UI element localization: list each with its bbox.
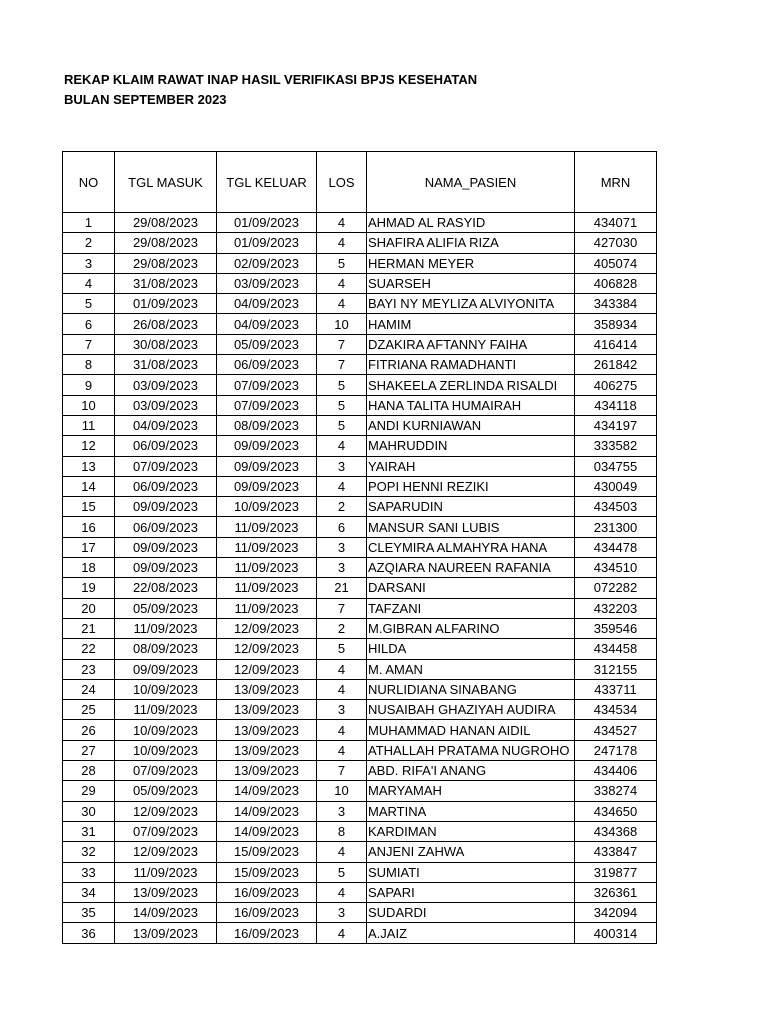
cell-los: 5 (317, 395, 367, 415)
cell-los: 3 (317, 903, 367, 923)
cell-no: 16 (63, 517, 115, 537)
cell-tgl-masuk: 06/09/2023 (115, 476, 217, 496)
cell-los: 7 (317, 598, 367, 618)
cell-no: 28 (63, 761, 115, 781)
cell-los: 5 (317, 862, 367, 882)
table-row (63, 213, 657, 233)
header-los: LOS (317, 152, 367, 213)
table-row (63, 517, 657, 537)
table-row (63, 375, 657, 395)
cell-nama-pasien: MUHAMMAD HANAN AIDIL (367, 720, 575, 740)
cell-mrn: 416414 (575, 334, 657, 354)
table-row (63, 740, 657, 760)
cell-no: 10 (63, 395, 115, 415)
cell-mrn: 261842 (575, 355, 657, 375)
document-title (64, 70, 477, 110)
cell-los: 4 (317, 679, 367, 699)
cell-tgl-masuk: 10/09/2023 (115, 740, 217, 760)
cell-no: 21 (63, 618, 115, 638)
cell-mrn: 326361 (575, 882, 657, 902)
cell-nama-pasien: DZAKIRA AFTANNY FAIHA (367, 334, 575, 354)
cell-tgl-masuk: 10/09/2023 (115, 720, 217, 740)
table-row (63, 882, 657, 902)
cell-mrn: 434406 (575, 761, 657, 781)
cell-los: 5 (317, 375, 367, 395)
cell-no: 9 (63, 375, 115, 395)
cell-los: 4 (317, 294, 367, 314)
table-header-row (63, 152, 657, 213)
table-row (63, 558, 657, 578)
cell-tgl-keluar: 11/09/2023 (217, 598, 317, 618)
cell-nama-pasien: YAIRAH (367, 456, 575, 476)
cell-nama-pasien: TAFZANI (367, 598, 575, 618)
cell-nama-pasien: A.JAIZ (367, 923, 575, 943)
cell-los: 3 (317, 700, 367, 720)
cell-no: 34 (63, 882, 115, 902)
cell-los: 10 (317, 314, 367, 334)
cell-mrn: 432203 (575, 598, 657, 618)
cell-mrn: 406275 (575, 375, 657, 395)
cell-tgl-masuk: 26/08/2023 (115, 314, 217, 334)
cell-mrn: 434478 (575, 537, 657, 557)
cell-no: 31 (63, 821, 115, 841)
cell-tgl-masuk: 07/09/2023 (115, 821, 217, 841)
cell-tgl-keluar: 04/09/2023 (217, 314, 317, 334)
cell-no: 32 (63, 842, 115, 862)
cell-los: 7 (317, 334, 367, 354)
cell-tgl-masuk: 06/09/2023 (115, 517, 217, 537)
cell-los: 21 (317, 578, 367, 598)
cell-los: 4 (317, 659, 367, 679)
cell-mrn: 434510 (575, 558, 657, 578)
header-mrn: MRN (575, 152, 657, 213)
cell-tgl-masuk: 13/09/2023 (115, 923, 217, 943)
cell-los: 4 (317, 740, 367, 760)
table-row (63, 923, 657, 943)
table-row (63, 639, 657, 659)
cell-mrn: 434458 (575, 639, 657, 659)
cell-tgl-masuk: 06/09/2023 (115, 436, 217, 456)
cell-no: 26 (63, 720, 115, 740)
cell-nama-pasien: SAPARI (367, 882, 575, 902)
table-row (63, 862, 657, 882)
table-row (63, 801, 657, 821)
cell-nama-pasien: AHMAD AL RASYID (367, 213, 575, 233)
cell-tgl-masuk: 07/09/2023 (115, 456, 217, 476)
cell-mrn: 434197 (575, 415, 657, 435)
cell-tgl-keluar: 11/09/2023 (217, 537, 317, 557)
cell-nama-pasien: HAMIM (367, 314, 575, 334)
cell-no: 18 (63, 558, 115, 578)
cell-nama-pasien: DARSANI (367, 578, 575, 598)
title-line-2: BULAN SEPTEMBER 2023 (64, 92, 227, 107)
cell-mrn: 434071 (575, 213, 657, 233)
cell-nama-pasien: MANSUR SANI LUBIS (367, 517, 575, 537)
cell-tgl-keluar: 07/09/2023 (217, 395, 317, 415)
cell-los: 5 (317, 415, 367, 435)
cell-mrn: 343384 (575, 294, 657, 314)
header-nama-pasien: NAMA_PASIEN (367, 152, 575, 213)
table-row (63, 334, 657, 354)
table-row (63, 497, 657, 517)
cell-no: 8 (63, 355, 115, 375)
cell-no: 17 (63, 537, 115, 557)
table-row (63, 781, 657, 801)
cell-los: 2 (317, 497, 367, 517)
cell-mrn: 405074 (575, 253, 657, 273)
cell-los: 3 (317, 558, 367, 578)
cell-no: 4 (63, 273, 115, 293)
cell-los: 7 (317, 761, 367, 781)
cell-tgl-keluar: 14/09/2023 (217, 801, 317, 821)
table-row (63, 598, 657, 618)
cell-mrn: 333582 (575, 436, 657, 456)
cell-nama-pasien: HERMAN MEYER (367, 253, 575, 273)
table-row (63, 395, 657, 415)
cell-los: 4 (317, 213, 367, 233)
cell-no: 5 (63, 294, 115, 314)
cell-mrn: 312155 (575, 659, 657, 679)
cell-mrn: 434534 (575, 700, 657, 720)
cell-tgl-keluar: 16/09/2023 (217, 923, 317, 943)
cell-tgl-masuk: 30/08/2023 (115, 334, 217, 354)
cell-tgl-keluar: 09/09/2023 (217, 476, 317, 496)
cell-tgl-masuk: 12/09/2023 (115, 801, 217, 821)
cell-nama-pasien: NURLIDIANA SINABANG (367, 679, 575, 699)
cell-no: 24 (63, 679, 115, 699)
cell-tgl-keluar: 15/09/2023 (217, 842, 317, 862)
header-tgl-masuk: TGL MASUK (115, 152, 217, 213)
cell-tgl-masuk: 08/09/2023 (115, 639, 217, 659)
cell-nama-pasien: KARDIMAN (367, 821, 575, 841)
table-row (63, 294, 657, 314)
table-row (63, 821, 657, 841)
table-row (63, 476, 657, 496)
table-row (63, 415, 657, 435)
cell-nama-pasien: MARTINA (367, 801, 575, 821)
cell-nama-pasien: HANA TALITA HUMAIRAH (367, 395, 575, 415)
cell-mrn: 434503 (575, 497, 657, 517)
table-row (63, 700, 657, 720)
cell-nama-pasien: FITRIANA RAMADHANTI (367, 355, 575, 375)
cell-nama-pasien: HILDA (367, 639, 575, 659)
cell-no: 30 (63, 801, 115, 821)
cell-tgl-keluar: 15/09/2023 (217, 862, 317, 882)
table-row (63, 233, 657, 253)
table-row (63, 679, 657, 699)
cell-mrn: 400314 (575, 923, 657, 943)
cell-tgl-keluar: 13/09/2023 (217, 700, 317, 720)
cell-no: 20 (63, 598, 115, 618)
cell-nama-pasien: SHAFIRA ALIFIA RIZA (367, 233, 575, 253)
cell-no: 7 (63, 334, 115, 354)
cell-los: 4 (317, 720, 367, 740)
cell-nama-pasien: NUSAIBAH GHAZIYAH AUDIRA (367, 700, 575, 720)
cell-nama-pasien: ANDI KURNIAWAN (367, 415, 575, 435)
cell-no: 11 (63, 415, 115, 435)
cell-no: 12 (63, 436, 115, 456)
cell-tgl-keluar: 11/09/2023 (217, 558, 317, 578)
cell-los: 8 (317, 821, 367, 841)
cell-tgl-masuk: 11/09/2023 (115, 618, 217, 638)
cell-mrn: 430049 (575, 476, 657, 496)
cell-nama-pasien: M. AMAN (367, 659, 575, 679)
cell-los: 5 (317, 253, 367, 273)
cell-no: 1 (63, 213, 115, 233)
cell-tgl-keluar: 14/09/2023 (217, 781, 317, 801)
cell-tgl-masuk: 29/08/2023 (115, 253, 217, 273)
table-row (63, 436, 657, 456)
cell-nama-pasien: BAYI NY MEYLIZA ALVIYONITA (367, 294, 575, 314)
cell-nama-pasien: MAHRUDDIN (367, 436, 575, 456)
cell-los: 7 (317, 355, 367, 375)
cell-tgl-keluar: 07/09/2023 (217, 375, 317, 395)
title-line-1: REKAP KLAIM RAWAT INAP HASIL VERIFIKASI BPJS KESEHATAN (64, 72, 478, 87)
cell-nama-pasien: ATHALLAH PRATAMA NUGROHO (367, 740, 575, 760)
cell-tgl-keluar: 01/09/2023 (217, 213, 317, 233)
table-row (63, 456, 657, 476)
table-row (63, 253, 657, 273)
table-row (63, 578, 657, 598)
cell-mrn: 231300 (575, 517, 657, 537)
cell-tgl-keluar: 12/09/2023 (217, 618, 317, 638)
cell-tgl-masuk: 29/08/2023 (115, 213, 217, 233)
cell-mrn: 034755 (575, 456, 657, 476)
cell-tgl-masuk: 11/09/2023 (115, 862, 217, 882)
cell-los: 4 (317, 273, 367, 293)
cell-los: 4 (317, 842, 367, 862)
cell-mrn: 434368 (575, 821, 657, 841)
cell-los: 3 (317, 801, 367, 821)
cell-los: 3 (317, 537, 367, 557)
cell-tgl-keluar: 06/09/2023 (217, 355, 317, 375)
cell-tgl-keluar: 04/09/2023 (217, 294, 317, 314)
claims-table (62, 151, 657, 944)
cell-los: 4 (317, 436, 367, 456)
cell-no: 35 (63, 903, 115, 923)
cell-no: 22 (63, 639, 115, 659)
table-row (63, 537, 657, 557)
cell-mrn: 427030 (575, 233, 657, 253)
cell-los: 5 (317, 639, 367, 659)
cell-los: 6 (317, 517, 367, 537)
cell-no: 33 (63, 862, 115, 882)
cell-tgl-masuk: 04/09/2023 (115, 415, 217, 435)
cell-tgl-masuk: 03/09/2023 (115, 395, 217, 415)
cell-tgl-masuk: 12/09/2023 (115, 842, 217, 862)
table-row (63, 314, 657, 334)
table-row (63, 273, 657, 293)
cell-tgl-keluar: 11/09/2023 (217, 517, 317, 537)
cell-tgl-keluar: 16/09/2023 (217, 882, 317, 902)
cell-nama-pasien: SAPARUDIN (367, 497, 575, 517)
cell-tgl-masuk: 09/09/2023 (115, 558, 217, 578)
cell-tgl-masuk: 22/08/2023 (115, 578, 217, 598)
cell-los: 2 (317, 618, 367, 638)
cell-nama-pasien: MARYAMAH (367, 781, 575, 801)
cell-tgl-masuk: 31/08/2023 (115, 355, 217, 375)
cell-no: 6 (63, 314, 115, 334)
cell-no: 15 (63, 497, 115, 517)
cell-tgl-keluar: 02/09/2023 (217, 253, 317, 273)
cell-tgl-keluar: 10/09/2023 (217, 497, 317, 517)
cell-mrn: 359546 (575, 618, 657, 638)
cell-nama-pasien: CLEYMIRA ALMAHYRA HANA (367, 537, 575, 557)
cell-tgl-keluar: 09/09/2023 (217, 436, 317, 456)
cell-mrn: 434527 (575, 720, 657, 740)
table-row (63, 355, 657, 375)
cell-nama-pasien: SUDARDI (367, 903, 575, 923)
cell-tgl-masuk: 01/09/2023 (115, 294, 217, 314)
cell-mrn: 434650 (575, 801, 657, 821)
cell-no: 19 (63, 578, 115, 598)
cell-mrn: 338274 (575, 781, 657, 801)
cell-tgl-masuk: 13/09/2023 (115, 882, 217, 902)
cell-tgl-masuk: 10/09/2023 (115, 679, 217, 699)
cell-nama-pasien: ANJENI ZAHWA (367, 842, 575, 862)
cell-mrn: 342094 (575, 903, 657, 923)
cell-mrn: 433711 (575, 679, 657, 699)
table-row (63, 761, 657, 781)
cell-tgl-keluar: 13/09/2023 (217, 720, 317, 740)
cell-nama-pasien: SUARSEH (367, 273, 575, 293)
cell-no: 29 (63, 781, 115, 801)
cell-tgl-masuk: 31/08/2023 (115, 273, 217, 293)
cell-no: 3 (63, 253, 115, 273)
cell-nama-pasien: M.GIBRAN ALFARINO (367, 618, 575, 638)
cell-tgl-keluar: 11/09/2023 (217, 578, 317, 598)
cell-nama-pasien: SHAKEELA ZERLINDA RISALDI (367, 375, 575, 395)
cell-mrn: 433847 (575, 842, 657, 862)
cell-tgl-keluar: 12/09/2023 (217, 639, 317, 659)
cell-mrn: 319877 (575, 862, 657, 882)
cell-mrn: 247178 (575, 740, 657, 760)
cell-tgl-keluar: 13/09/2023 (217, 679, 317, 699)
cell-tgl-masuk: 09/09/2023 (115, 659, 217, 679)
cell-mrn: 358934 (575, 314, 657, 334)
cell-tgl-keluar: 16/09/2023 (217, 903, 317, 923)
cell-tgl-masuk: 29/08/2023 (115, 233, 217, 253)
cell-tgl-masuk: 05/09/2023 (115, 781, 217, 801)
cell-nama-pasien: ABD. RIFA'I ANANG (367, 761, 575, 781)
cell-los: 4 (317, 882, 367, 902)
cell-nama-pasien: SUMIATI (367, 862, 575, 882)
cell-los: 4 (317, 233, 367, 253)
cell-los: 10 (317, 781, 367, 801)
cell-tgl-keluar: 09/09/2023 (217, 456, 317, 476)
cell-tgl-keluar: 05/09/2023 (217, 334, 317, 354)
table-row (63, 842, 657, 862)
cell-tgl-keluar: 03/09/2023 (217, 273, 317, 293)
cell-mrn: 434118 (575, 395, 657, 415)
cell-no: 23 (63, 659, 115, 679)
cell-no: 13 (63, 456, 115, 476)
cell-tgl-masuk: 11/09/2023 (115, 700, 217, 720)
cell-tgl-masuk: 09/09/2023 (115, 537, 217, 557)
cell-no: 36 (63, 923, 115, 943)
cell-tgl-keluar: 12/09/2023 (217, 659, 317, 679)
cell-tgl-keluar: 14/09/2023 (217, 821, 317, 841)
header-no: NO (63, 152, 115, 213)
cell-no: 2 (63, 233, 115, 253)
table-row (63, 659, 657, 679)
cell-tgl-keluar: 08/09/2023 (217, 415, 317, 435)
cell-no: 25 (63, 700, 115, 720)
cell-mrn: 406828 (575, 273, 657, 293)
cell-tgl-masuk: 07/09/2023 (115, 761, 217, 781)
cell-tgl-keluar: 13/09/2023 (217, 761, 317, 781)
table-row (63, 720, 657, 740)
cell-no: 27 (63, 740, 115, 760)
cell-tgl-keluar: 01/09/2023 (217, 233, 317, 253)
table-body (63, 213, 657, 944)
header-tgl-keluar: TGL KELUAR (217, 152, 317, 213)
cell-tgl-masuk: 14/09/2023 (115, 903, 217, 923)
table-row (63, 618, 657, 638)
cell-tgl-keluar: 13/09/2023 (217, 740, 317, 760)
cell-los: 3 (317, 456, 367, 476)
cell-los: 4 (317, 923, 367, 943)
cell-nama-pasien: AZQIARA NAUREEN RAFANIA (367, 558, 575, 578)
cell-mrn: 072282 (575, 578, 657, 598)
table-row (63, 903, 657, 923)
cell-no: 14 (63, 476, 115, 496)
cell-tgl-masuk: 03/09/2023 (115, 375, 217, 395)
cell-los: 4 (317, 476, 367, 496)
cell-nama-pasien: POPI HENNI REZIKI (367, 476, 575, 496)
cell-tgl-masuk: 09/09/2023 (115, 497, 217, 517)
cell-tgl-masuk: 05/09/2023 (115, 598, 217, 618)
